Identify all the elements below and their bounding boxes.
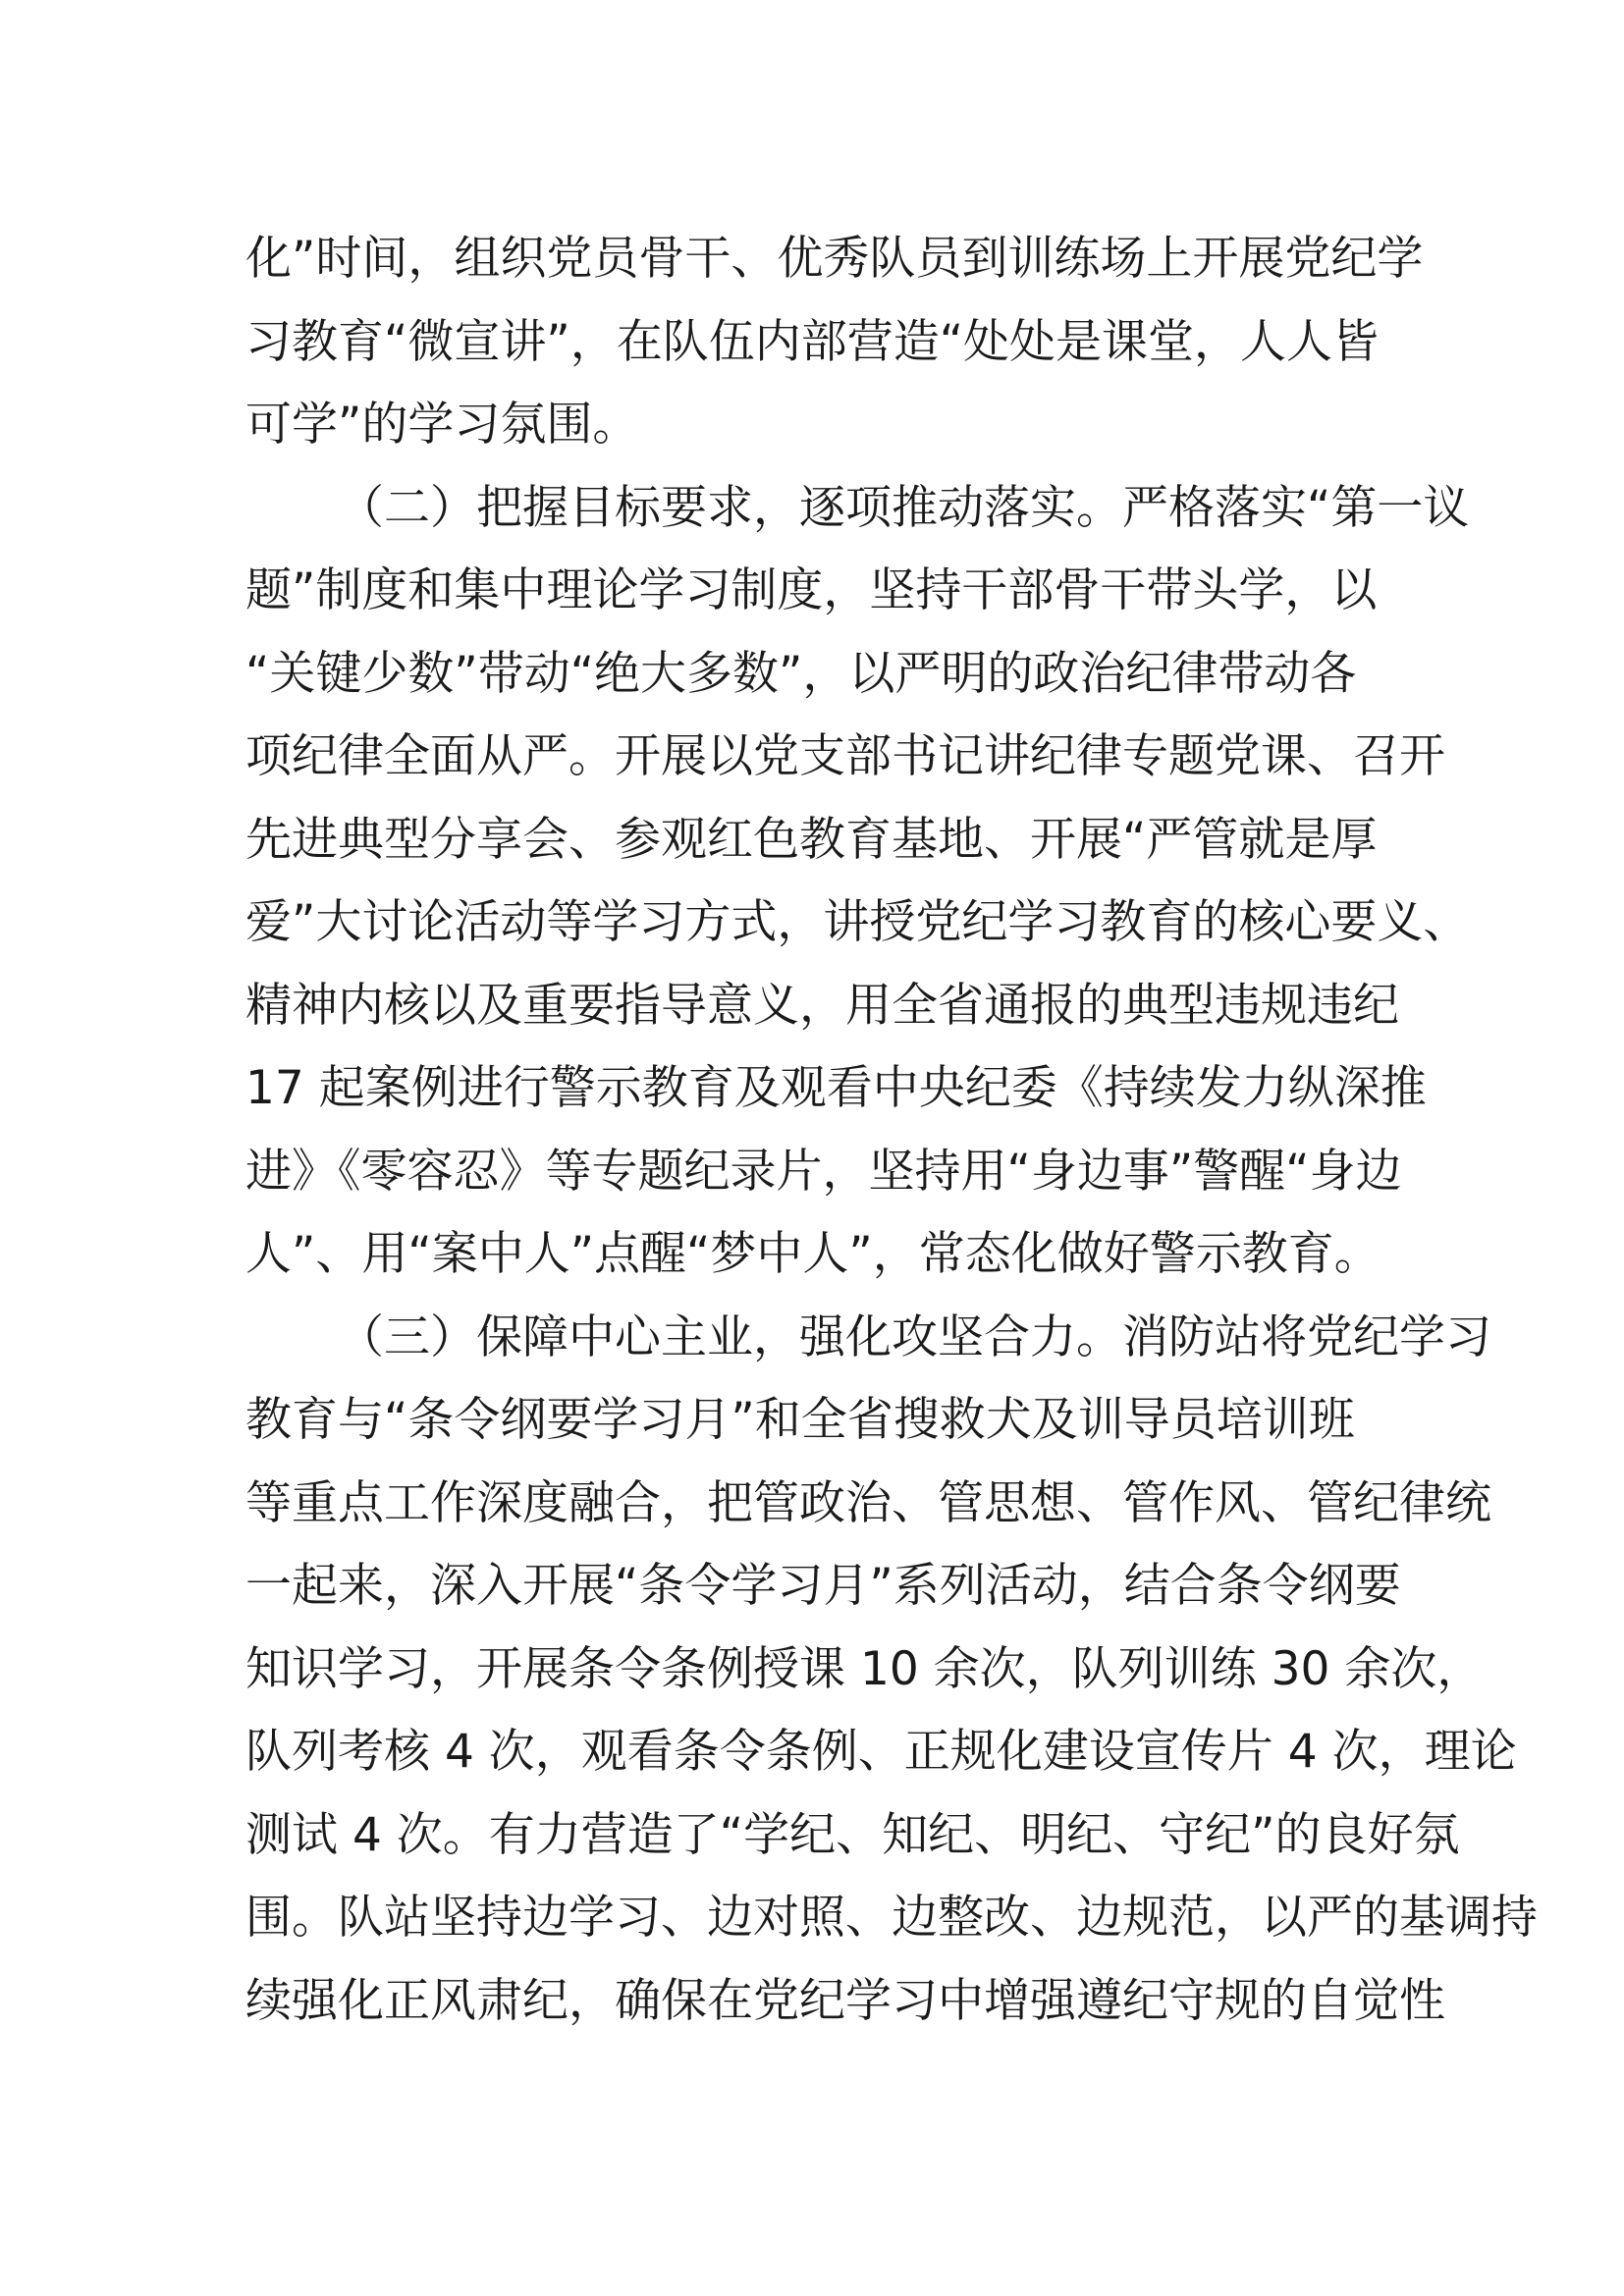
text-line: 等重点工作深度融合，把管政治、管思想、管作风、管纪律统	[245, 1475, 1491, 1530]
text-line: 教育与“条令纲要学习月”和全省搜救犬及训导员培训班	[245, 1393, 1355, 1447]
text-line: “关键少数”带动“绝大多数”，以严明的政治纪律带动各	[245, 646, 1357, 701]
text-line: 习教育“微宣讲”，在队伍内部营造“处处是课堂，人人皆	[245, 314, 1380, 369]
text-line: 一起来，深入开展“条令学习月”系列活动，结合条令纲要	[245, 1559, 1401, 1613]
text-line: 项纪律全面从严。开展以党支部书记讲纪律专题党课、召开	[245, 729, 1445, 783]
document-body	[245, 218, 1538, 2043]
text-line: 先进典型分享会、参观红色教育基地、开展“严管就是厚	[245, 812, 1378, 867]
text-line: 续强化正风肃纪，确保在党纪学习中增强遵纪守规的自觉性	[245, 1973, 1445, 2028]
paragraph	[245, 218, 1424, 467]
text-line: （二）把握目标要求，逐项推动落实。严格落实“第一议	[338, 480, 1470, 535]
text-line: （三）保障中心主业，强化攻坚合力。消防站将党纪学习	[338, 1309, 1491, 1364]
paragraph	[245, 1297, 1538, 2044]
text-line: 知识学习，开展条令条例授课 10 余次，队列训练 30 余次，	[245, 1641, 1484, 1696]
paragraph	[245, 467, 1470, 1297]
text-line: 可学”的学习氛围。	[245, 398, 639, 452]
text-line: 化”时间，组织党员骨干、优秀队员到训练场上开展党纪学	[245, 232, 1424, 286]
text-line: 精神内核以及重要指导意义，用全省通报的典型违规违纪	[245, 978, 1399, 1033]
text-line: 人”、用“案中人”点醒“梦中人”，常态化做好警示教育。	[245, 1227, 1380, 1281]
text-line: 17 起案例进行警示教育及观看中央纪委《持续发力纵深推	[245, 1061, 1427, 1115]
text-line: 爱”大讨论活动等学习方式，讲授党纪学习教育的核心要义、	[245, 895, 1470, 949]
text-line: 进》《零容忍》等专题纪录片，坚持用“身边事”警醒“身边	[245, 1144, 1402, 1199]
text-line: 题”制度和集中理论学习制度，坚持干部骨干带头学，以	[245, 563, 1378, 617]
text-line: 围。队站坚持边学习、边对照、边整改、边规范，以严的基调持	[245, 1891, 1538, 1945]
text-line: 测试 4 次。有力营造了“学纪、知纪、明纪、守纪”的良好氛	[245, 1807, 1460, 1862]
text-line: 队列考核 4 次，观看条令条例、正规化建设宣传片 4 次，理论	[245, 1725, 1517, 1779]
